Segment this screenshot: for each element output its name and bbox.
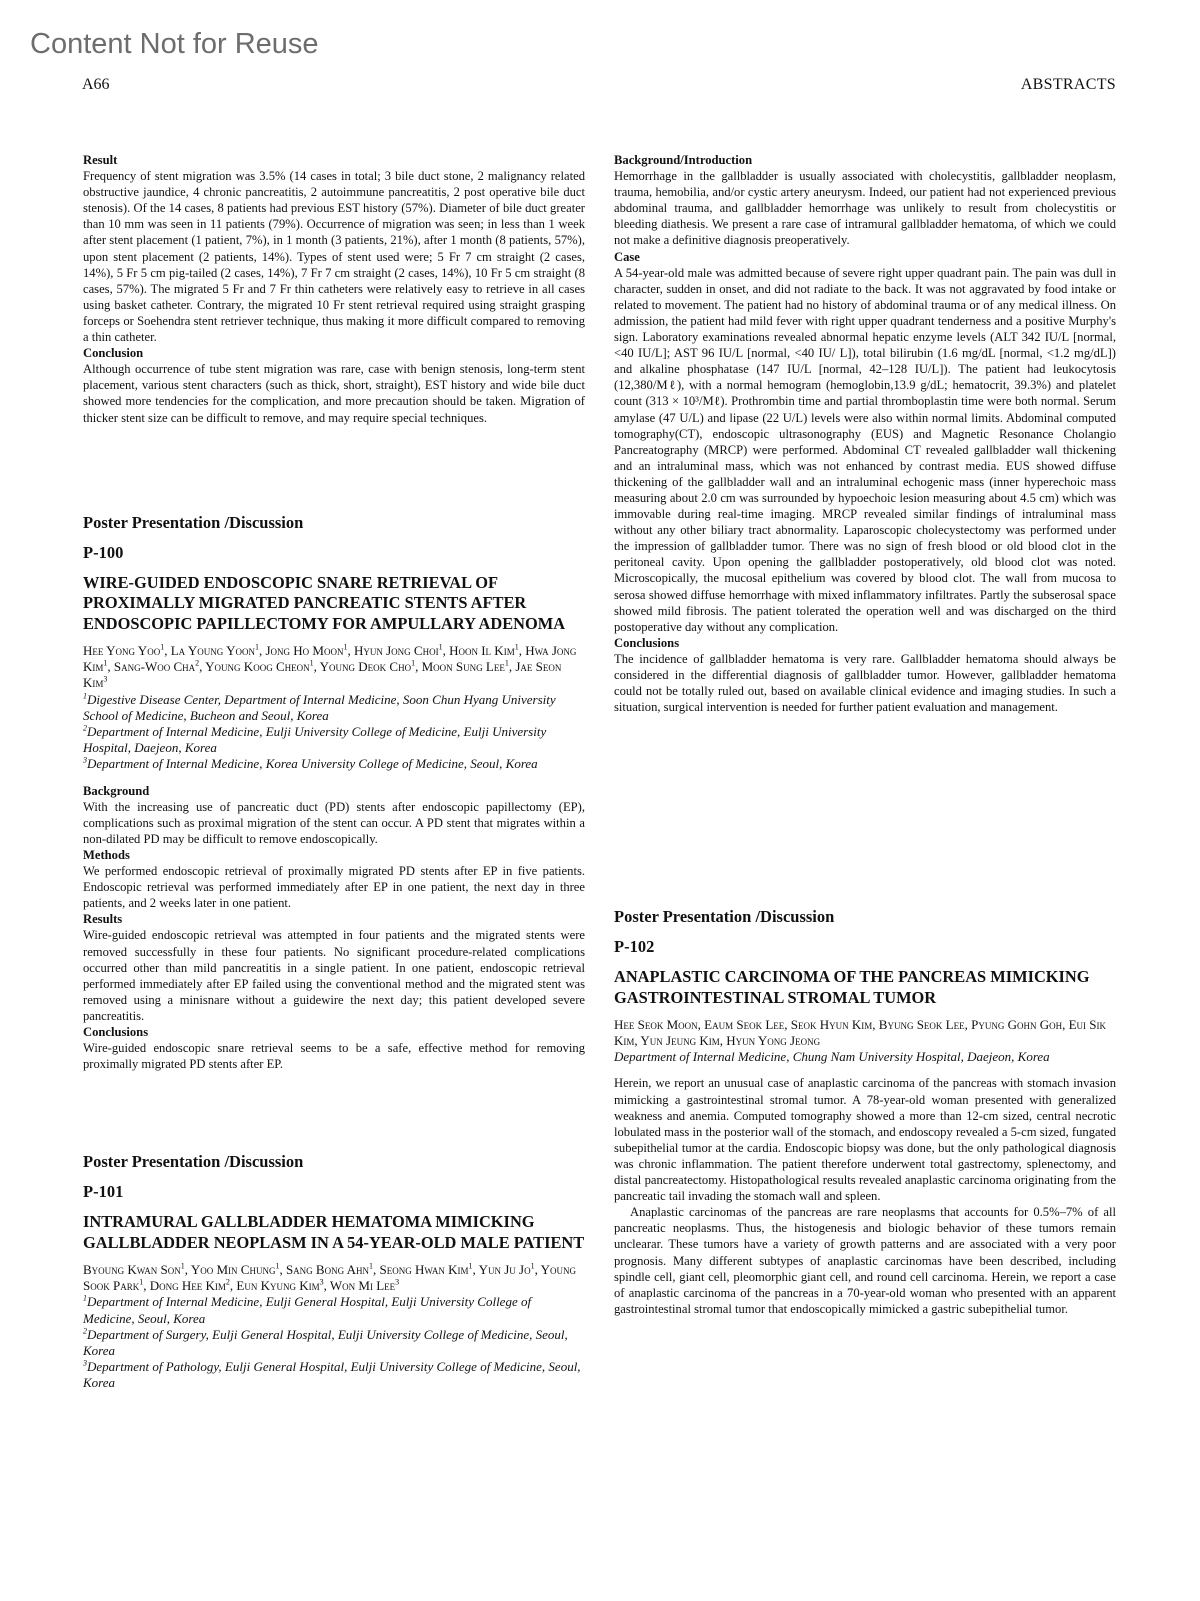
- p100-methods-heading: Methods: [83, 847, 130, 862]
- author-separator: ,: [229, 1278, 237, 1294]
- author-separator: ,: [143, 1278, 150, 1294]
- p100-authors: [83, 643, 585, 692]
- author-affiliation-mark: 1: [180, 1261, 185, 1271]
- result-text: Frequency of stent migration was 3.5% (14 cases in total; 3 bile duct stone, 2 malignancy related obstructive jaundice, 4 chronic pancreatitis, 2 autoimmune pancreatitis, 2 post operative bile duct stenosis). Of the 14 cases, 8 patients had previous EST history (57%). Diameter of bile duct greater than 10 mm was seen in 11 patients (79%). Occurrence of migration was seen; in less than 1 week after stent placement (1 patient, 7%), in 1 month (3 patients, 21%), after 1 month (8 patients, 57%), upon stent placement (2 patients, 14%). Types of stent used were; 5 Fr 7 cm straight (2 cases, 14%), 5 Fr 5 cm pig-tailed (2 cases, 14%), 7 Fr 7 cm straight (2 cases, 14%), 10 Fr 5 cm straight (8 cases, 57%). The migrated 5 Fr and 7 Fr thin catheters were relatively easy to retrieve in all cases using basket catheter. Contrary, the migrated 10 Fr stent retrieval required using straight grasping forceps or Soehendra stent retriever technique, thus making it more difficult compared to removing a thin catheter.: [83, 169, 585, 345]
- author-affiliation-mark: 1: [254, 642, 259, 652]
- p102-paragraph-2: Anaplastic carcinomas of the pancreas are rare neoplasms that accounts for 0.5%–7% of all pancreatic neoplasms. Thus, the histogenesis and biologic behavior of these tumors remain unclearar. These tumors have a variety of growth patterns and are associated with a very poor prognosis. Many different subtypes of anaplastic carcinomas have been described, including spindle cell, giant cell, pleomorphic giant cell, and round cell carcinoma. Herein, we report a case of anaplastic carcinoma of the pancreas in a 70-year-old woman who presented with an apparent gastrointestinal stromal tumor that endoscopically mimicked a gastric subepithelial tumor.: [614, 1205, 1116, 1316]
- p100-affiliations: [83, 692, 585, 773]
- p101-session: Poster Presentation /Discussion: [83, 1152, 304, 1172]
- author-name: Yoo Min Chung: [190, 1261, 276, 1277]
- affiliation: [83, 1294, 585, 1326]
- author-name: Seong Hwan Kim: [379, 1261, 469, 1277]
- p102-title: ANAPLASTIC CARCINOMA OF THE PANCREAS MIMICKING GASTROINTESTINAL STROMAL TUMOR: [614, 967, 1090, 1008]
- author-affiliation-mark: 1: [275, 1261, 280, 1271]
- author-name: Byoung Kwan Son: [83, 1261, 181, 1277]
- affiliation-text: Department of Internal Medicine, Korea University College of Medicine, Seoul, Korea: [87, 756, 538, 772]
- author-affiliation-mark: 1: [103, 658, 108, 668]
- p101-authors: [83, 1262, 585, 1294]
- author-affiliation-mark: 1: [468, 1261, 473, 1271]
- watermark: Content Not for Reuse: [30, 28, 319, 60]
- author-separator: ,: [534, 1261, 541, 1277]
- page-number: A66: [82, 76, 110, 93]
- affiliation: [83, 692, 585, 724]
- affiliation: [83, 756, 585, 772]
- p101-conclusions-heading: Conclusions: [614, 635, 680, 650]
- p101-affiliations: [83, 1294, 585, 1391]
- p100-results-text: Wire-guided endoscopic retrieval was attempted in four patients and the migrated stents were removed successfully in these four patients. No significant procedure-related complications occurred other than mild pancreatitis in a single patient. In one patient, endoscopic retrieval performed immediately after EP failed using the conventional method and the migrated stent was removed using a minisnare without a guidewire the next day; this patient developed severe pancreatitis.: [83, 928, 585, 1023]
- author-separator: ,: [347, 642, 354, 658]
- conclusion-text: Although occurrence of tube stent migration was rare, case with benign stenosis, long-term stent placement, various stent characters (such as thick, short, straight), EST history and wide bile duct showed more tendencies for the complication, and more precaution should be taken. Migration of thicker stent size can be difficult to remove, and may require special techniques.: [83, 362, 585, 425]
- author-affiliation-mark: 1: [530, 1261, 535, 1271]
- author-name: Young Koog Cheon: [205, 659, 310, 675]
- affiliation-text: Digestive Disease Center, Department of Internal Medicine, Soon Chun Hyang University School of Medicine, Bucheon and Seoul, Korea: [83, 691, 556, 723]
- author-affiliation-mark: 1: [504, 658, 509, 668]
- author-affiliation-mark: 2: [225, 1277, 230, 1287]
- author-separator: ,: [258, 642, 266, 658]
- author-name: Jong Ho Moon: [265, 642, 344, 658]
- left-column: [83, 152, 585, 1392]
- p100-background-text: With the increasing use of pancreatic duct (PD) stents after endoscopic papillectomy (EP), complications such as proximal migration of the stent can occur. A PD stent that migrates within a non-dilated PD may be difficult to remove endoscopically.: [83, 799, 585, 846]
- author-affiliation-mark: 3: [103, 675, 108, 685]
- affiliation: [83, 1359, 585, 1391]
- affiliation-mark: 1: [83, 1293, 87, 1303]
- affiliation-text: Department of Internal Medicine, Eulji University College of Medicine, Eulji University Hospital, Daejeon, Korea: [83, 724, 547, 756]
- author-affiliation-mark: 3: [395, 1277, 400, 1287]
- author-separator: ,: [199, 659, 206, 675]
- author-affiliation-mark: 1: [160, 642, 165, 652]
- author-name: Young Sook Park: [83, 1261, 576, 1294]
- affiliation-mark: 2: [83, 723, 87, 733]
- p100-session: Poster Presentation /Discussion: [83, 512, 304, 532]
- p101-case-heading: Case: [614, 249, 640, 264]
- author-affiliation-mark: 2: [195, 658, 200, 668]
- affiliation-text: Department of Internal Medicine, Eulji General Hospital, Eulji University College of Medicine, Seoul, Korea: [83, 1294, 532, 1326]
- author-separator: ,: [508, 659, 516, 675]
- author-separator: ,: [373, 1261, 380, 1277]
- affiliation-mark: 3: [83, 756, 87, 766]
- author-name: Eun Kyung Kim: [236, 1278, 320, 1294]
- p102-paragraph-1: Herein, we report an unusual case of anaplastic carcinoma of the pancreas with stomach invasion mimicking a gastrointestinal stromal tumor. A 78-year-old woman presented with generalized weakness and anemia. Computed tomography showed a more than 12-cm sized, central necrotic lobulated mass in the posterior wall of the stomach, and endoscopy revealed a 5-cm sized, fungated subepithelial tumor at the cardia. Endoscopic biopsy was done, but the only pathological diagnosis was chronic inflammation. The patient therefore underwent total gastrectomy, splenectomy, and distal pancreatectomy. Histopathological results revealed anaplastic carcinoma originating from the pancreatic tail invading the stomach wall and spleen.: [614, 1076, 1116, 1204]
- p100-methods-text: We performed endoscopic retrieval of proximally migrated PD stents after EP in five patients. Endoscopic retrieval was performed immediately after EP in one patient, the next day in three patients, and 2 weeks later in one patient.: [83, 864, 585, 911]
- affiliation: [83, 724, 585, 756]
- author-name: Jae Seon Kim: [83, 659, 562, 691]
- author-name: Won Mi Lee: [329, 1278, 396, 1294]
- author-affiliation-mark: 1: [438, 642, 443, 652]
- author-separator: ,: [415, 659, 422, 675]
- p101-title: INTRAMURAL GALLBLADDER HEMATOMA MIMICKING GALLBLADDER NEOPLASM IN A 54-YEAR-OLD MALE PATIENT: [83, 1212, 585, 1253]
- author-affiliation-mark: 1: [514, 642, 519, 652]
- author-name: Young Deok Cho: [319, 659, 412, 675]
- author-name: Moon Sung Lee: [421, 659, 505, 675]
- author-affiliation-mark: 1: [411, 658, 416, 668]
- author-separator: ,: [313, 659, 320, 675]
- affiliation-mark: 3: [83, 1358, 87, 1368]
- p101-conclusions-text: The incidence of gallbladder hematoma is very rare. Gallbladder hematoma should always be considered in the differential diagnosis of gallbladder tumor. However, gallbladder hematoma could not be totally ruled out, based on available clinical evidence and imaging studies. In such a situation, surgical intervention is needed for further patient evaluation and management.: [614, 651, 1116, 715]
- author-separator: ,: [518, 642, 526, 658]
- conclusion-heading: Conclusion: [83, 346, 144, 361]
- affiliation-mark: 1: [83, 691, 87, 701]
- p102-affiliation: Department of Internal Medicine, Chung Nam University Hospital, Daejeon, Korea: [614, 1049, 1050, 1065]
- author-separator: ,: [279, 1261, 286, 1277]
- running-head: ABSTRACTS: [1020, 76, 1116, 93]
- author-name: Hoon Il Kim: [449, 642, 515, 658]
- author-name: Sang Bong Ahn: [285, 1261, 370, 1277]
- p100-results-heading: Results: [83, 912, 123, 927]
- p100-title: WIRE-GUIDED ENDOSCOPIC SNARE RETRIEVAL OF PROXIMALLY MIGRATED PANCREATIC STENTS AFTER ENDOSCOPIC PAPILLECTOMY FOR AMPULLARY ADENOMA: [83, 572, 566, 634]
- affiliation-text: Department of Surgery, Eulji General Hospital, Eulji University College of Medicine, Seoul, Korea: [83, 1326, 568, 1358]
- p102-authors: Hee Seok Moon, Eaum Seok Lee, Seok Hyun Kim, Byung Seok Lee, Pyung Gohn Goh, Eui Sik Kim, Yun Jeung Kim, Hyun Yong Jeong: [614, 1016, 1107, 1049]
- author-separator: ,: [107, 659, 114, 675]
- p101-background-heading: Background/Introduction: [614, 153, 753, 167]
- p100-conclusions-heading: Conclusions: [83, 1025, 149, 1040]
- author-affiliation-mark: 3: [319, 1277, 324, 1287]
- p100-conclusions-text: Wire-guided endoscopic snare retrieval seems to be a safe, effective method for removing proximally migrated PD stents after EP.: [83, 1041, 585, 1072]
- author-name: Hwa Jong Kim: [83, 642, 577, 675]
- p102-number: P-102: [614, 937, 655, 957]
- affiliation: [83, 1327, 585, 1359]
- author-name: Hyun Jong Choi: [353, 642, 439, 658]
- p100-number: P-100: [83, 542, 124, 562]
- author-name: La Young Yoon: [170, 642, 255, 658]
- p102-session: Poster Presentation /Discussion: [614, 907, 835, 927]
- right-column: [614, 152, 1116, 1317]
- p101-case-text: A 54-year-old male was admitted because of severe right upper quadrant pain. The pain was dull in character, sudden in onset, and did not radiate to the back. It was not aggravated by food intake or related to movement. The patient had no history of abdominal trauma or of any medical illness. On admission, the patient had mild fever with right upper quadrant tenderness and a positive Murphy's sign. Laboratory examinations revealed abnormal hepatic enzyme levels (ALT 342 IU/L [normal, <40 IU/L]; AST 96 IU/L [normal, <40 IU/ L]), total bilirubin (1.6 mg/dL [normal, <1.2 mg/dL]) and alkaline phosphatase (147 IU/L [normal, 42–128 IU/L]). The patient had leukocytosis (12,380/Mℓ), with a normal hemogram (hemoglobin,13.9 g/dL; hematocrit, 39.3%) and platelet count (313 × 10³/Mℓ). Prothrombin time and partial thromboplastin time were both normal. Serum amylase (47 U/L) and lipase (22 U/L) levels were also within normal limits. Abdominal computed tomography(CT), endoscopic ultrasonography (EUS) and Magnetic Resonance Cholangio Pancreatography (MRCP) were performed. Abdominal CT revealed gallbladder wall thickening and an intraluminal mass, which was not enhanced by contrast media. EUS showed diffuse thickening of the gallbladder wall and an intraluminal echogenic mass (inner hyperechoic mass measuring about 2.0 cm was surrounded by hypoechoic lesion measuring about 4.5 cm) which was immovable during real-time imaging. MRCP revealed similar findings of intraluminal mass without any other biliary tract abnormality. Laparoscopic cholecystectomy was performed under the impression of gallbladder tumor. There was no sign of fresh blood or old blood clot in the peritoneal cavity. Upon opening the gallbladder postoperatively, old blood clot was noted. Microscopically, the mucosal epithelium was covered by blood clot. The wall from mucosa to serosa showed diffuse hemorrhage with mixed inflammatory infiltrates. Partly the subserosal space showed mild fibrosis. The patient tolerated the operation well and was discharged on the third postoperative day without any complication.: [614, 265, 1116, 634]
- author-affiliation-mark: 1: [139, 1277, 144, 1287]
- p101-number: P-101: [83, 1182, 124, 1202]
- author-name: Yun Ju Jo: [478, 1261, 531, 1277]
- p101-background-text: Hemorrhage in the gallbladder is usually associated with cholecystitis, gallbladder neoplasm, trauma, hemobilia, and/or cystic artery aneurysm. Indeed, our patient had not experienced previous abdominal trauma, and gallbladder hemorrhage was unlikely to result from cholecystitis or bleeding diathesis. We present a rare case of intramural gallbladder hematoma, of which we could not make a definitive diagnosis preoperatively.: [614, 169, 1116, 248]
- result-heading: Result: [83, 153, 118, 167]
- author-name: Sang-Woo Cha: [113, 659, 196, 675]
- author-affiliation-mark: 1: [343, 642, 348, 652]
- author-separator: ,: [164, 642, 171, 658]
- p100-background-heading: Background: [83, 783, 150, 798]
- author-separator: ,: [323, 1278, 330, 1294]
- affiliation-text: Department of Pathology, Eulji General Hospital, Eulji University College of Medicine, Seoul, Korea: [83, 1359, 581, 1391]
- author-affiliation-mark: 1: [309, 658, 314, 668]
- author-name: Hee Yong Yoo: [83, 642, 161, 658]
- author-separator: ,: [184, 1261, 191, 1277]
- author-name: Dong Hee Kim: [149, 1278, 226, 1294]
- author-affiliation-mark: 1: [369, 1261, 374, 1271]
- author-separator: ,: [472, 1261, 479, 1277]
- author-separator: ,: [442, 642, 450, 658]
- affiliation-mark: 2: [83, 1326, 87, 1336]
